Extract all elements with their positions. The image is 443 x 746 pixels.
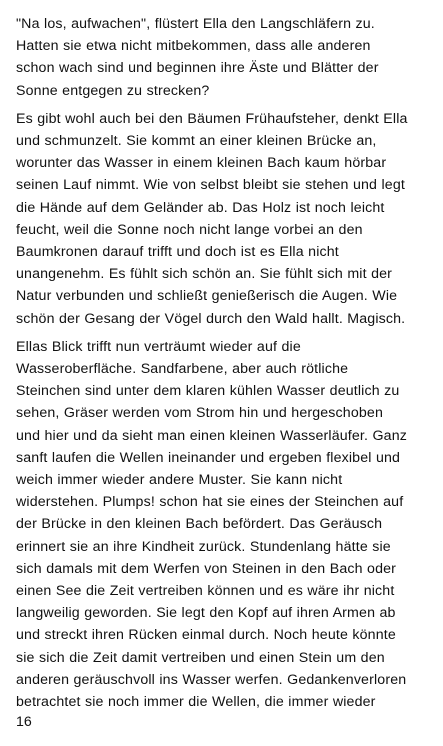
text-line: sehen, Gräser werden vom Strom hin und hergeschoben [16,405,384,422]
text-line: sich damals mit dem Werfen von Steinen in den Bach oder [16,560,397,577]
text-line: der Brücke in den kleinen Bach befördert. Das Geräusch [16,516,383,533]
text-line: und streckt ihren Rücken einmal durch. Noch heute könnte [16,627,396,644]
text-line: betrachtet sie noch immer die Wellen, die immer wieder [16,694,376,711]
text-line: Wasseroberfläche. Sandfarbene, aber auch rötliche [16,361,349,378]
text-line: sanft laufen die Wellen ineinander und ergeben flexibel und [16,449,401,466]
text-line: einen See die Zeit vertreiben können und es wäre ihr nicht [16,583,395,600]
text-line: Hatten sie etwa nicht mitbekommen, dass alle anderen [16,38,371,55]
text-line: weich immer wieder andere Muster. Sie kann nicht [16,472,343,489]
text-line: worunter das Wasser in einem kleinen Bach kaum hörbar [16,155,387,172]
text-line: erinnert sie an ihre Kindheit zurück. Stundenlang hätte sie [16,538,391,555]
text-line: langweilig geworden. Sie legt den Kopf auf ihren Armen ab [16,605,396,622]
text-line: unangenehm. Es fühlt sich schön an. Sie fühlt sich mit der [16,266,393,283]
text-line: Steinchen sind unter dem klaren kühlen Wasser deutlich zu [16,383,400,400]
text-line: Es gibt wohl auch bei den Bäumen Frühaufsteher, denkt Ella [16,110,408,127]
text-line: feucht, weil die Sonne noch nicht lange vorbei an den [16,221,363,238]
paragraph-3 [16,336,428,713]
body-text [16,13,428,719]
text-line: schön der Gesang der Vögel durch den Wald hallt. Magisch. [16,310,406,327]
text-line: anderen geräuschvoll ins Wasser werfen. Gedankenverloren [16,671,407,688]
text-line: Natur verbunden und schließt genießerisch die Augen. Wie [16,288,398,305]
page-number: 16 [16,714,32,730]
text-line: seinen Lauf nimmt. Wie von selbst bleibt sie stehen und legt [16,177,405,194]
text-line: die Hände auf dem Geländer ab. Das Holz ist noch leicht [16,199,385,216]
text-line: "Na los, aufwachen", flüstert Ella den Langschläfern zu. [16,16,375,32]
text-line: und schmunzelt. Sie kommt an einer kleinen Brücke an, [16,133,377,150]
text-line: widerstehen. Plumps! schon hat sie eines der Steinchen auf [16,494,404,511]
text-line: und hier und da sieht man einen kleinen Wasserläufer. Ganz [16,427,408,444]
text-line: schon wach sind und beginnen ihre Äste und Blätter der [16,60,379,77]
paragraph-2 [16,108,428,330]
text-line: Ellas Blick trifft nun verträumt wieder auf die [16,338,301,355]
text-line: Sonne entgegen zu strecken? [16,82,210,99]
text-line: sie sich die Zeit damit vertreiben und einen Stein um den [16,649,385,666]
text-line: Baumkronen darauf trifft und doch ist es Ella nicht [16,244,339,261]
paragraph-1 [16,13,428,102]
